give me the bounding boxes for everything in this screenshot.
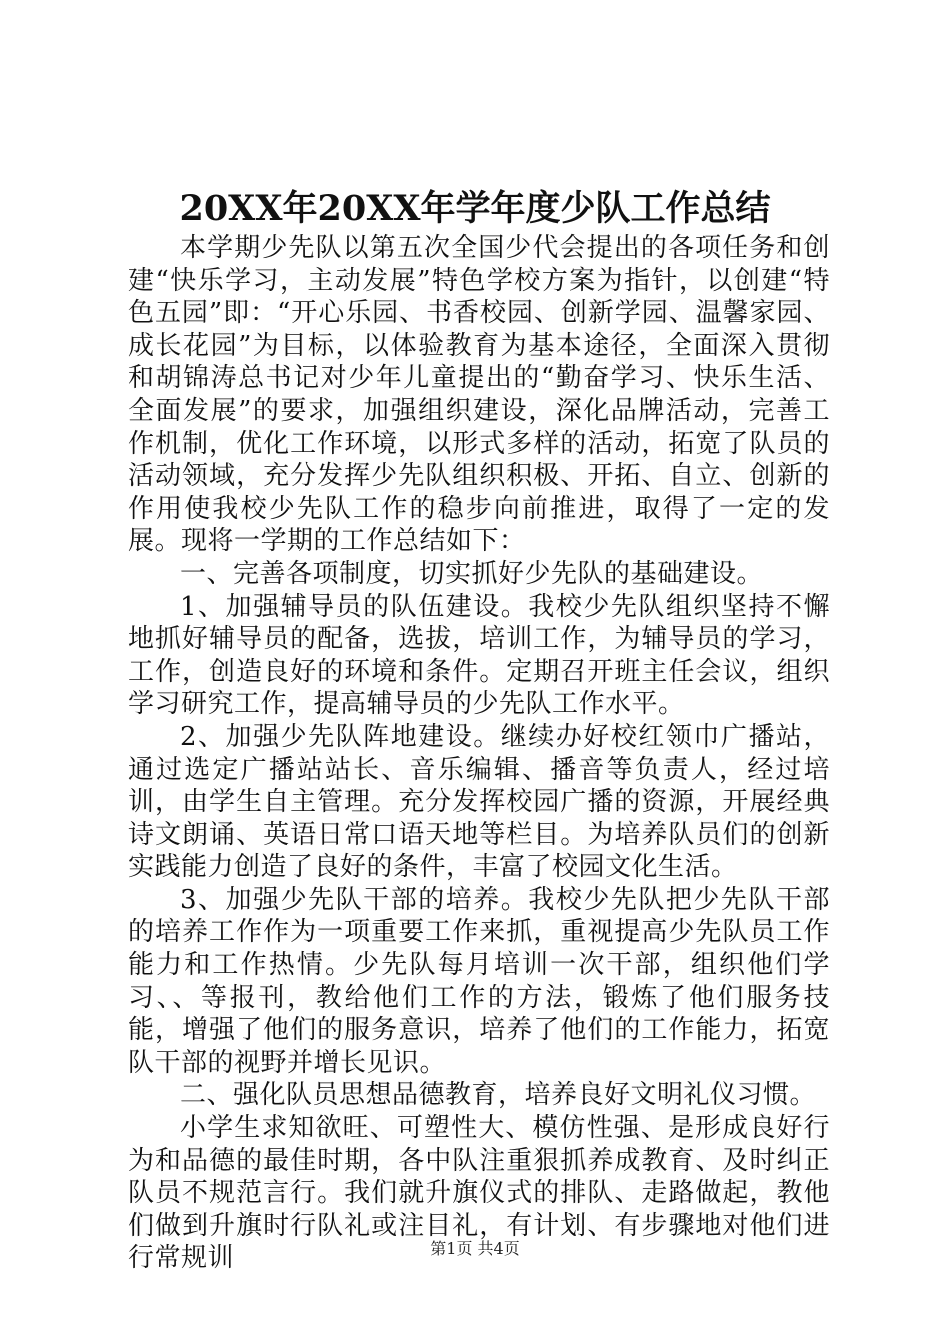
paragraph-intro: 本学期少先队以第五次全国少代会提出的各项任务和创建“快乐学习，主动发展”特色学校方案为指针，以创建“特色五园”即：“开心乐园、书香校园、创新学园、温馨家园、成长花园”为目标，以体验教育为基本途径，全面深入贯彻和胡锦涛总书记对少年儿童提出的“勤奋学习、快乐生活、全面发展”的要求，加强组织建设，深化品牌活动，完善工作机制，优化工作环境，以形式多样的活动，拓宽了队员的活动领域，充分发挥少先队组织积极、开拓、自立、创新的作用使我校少先队工作的稳步向前推进，取得了一定的发展。现将一学期的工作总结如下： xyxy=(128,233,830,557)
paragraph-item-1: 1、加强辅导员的队伍建设。我校少先队组织坚持不懈地抓好辅导员的配备，选拔，培训工作，为辅导员的学习，工作，创造良好的环境和条件。定期召开班主任会议，组织学习研究工作，提高辅导员的少先队工作水平。 xyxy=(128,591,830,720)
heading-section-two: 二、强化队员思想品德教育，培养良好文明礼仪习惯。 xyxy=(180,1080,817,1111)
paragraph-item-3: 3、加强少先队干部的培养。我校少先队把少先队干部的培养工作作为一项重要工作来抓，重视提高少先队员工作能力和工作热情。少先队每月培训一次干部，组织他们学习、、等报刊，教给他们工作的方法，锻炼了他们服务技能，增强了他们的服务意识，培养了他们的工作能力，拓宽队干部的视野并增长见识。 xyxy=(128,884,830,1078)
heading-section-one: 一、完善各项制度，切实抓好少先队的基础建设。 xyxy=(180,558,764,589)
page-footer: 第1页 共4页 xyxy=(430,1239,520,1258)
document-title: 20XX年20XX年学年度少队工作总结 xyxy=(179,188,771,229)
paragraph-section-two: 小学生求知欲旺、可塑性大、模仿性强、是形成良好行为和品德的最佳时期，各中队注重狠抓养成教育、及时纠正队员不规范言行。我们就升旗仪式的排队、走路做起，教他们做到升旗时行队礼或注目礼，有计划、有步骤地对他们进行常规训 xyxy=(128,1113,830,1274)
paragraph-item-2: 2、加强少先队阵地建设。继续办好校红领巾广播站，通过选定广播站站长、音乐编辑、播音等负责人，经过培训，由学生自主管理。充分发挥校园广播的资源，开展经典诗文朗诵、英语日常口语天地等栏目。为培养队员们的创新实践能力创造了良好的条件，丰富了校园文化生活。 xyxy=(128,721,830,883)
document-body xyxy=(128,232,830,1275)
